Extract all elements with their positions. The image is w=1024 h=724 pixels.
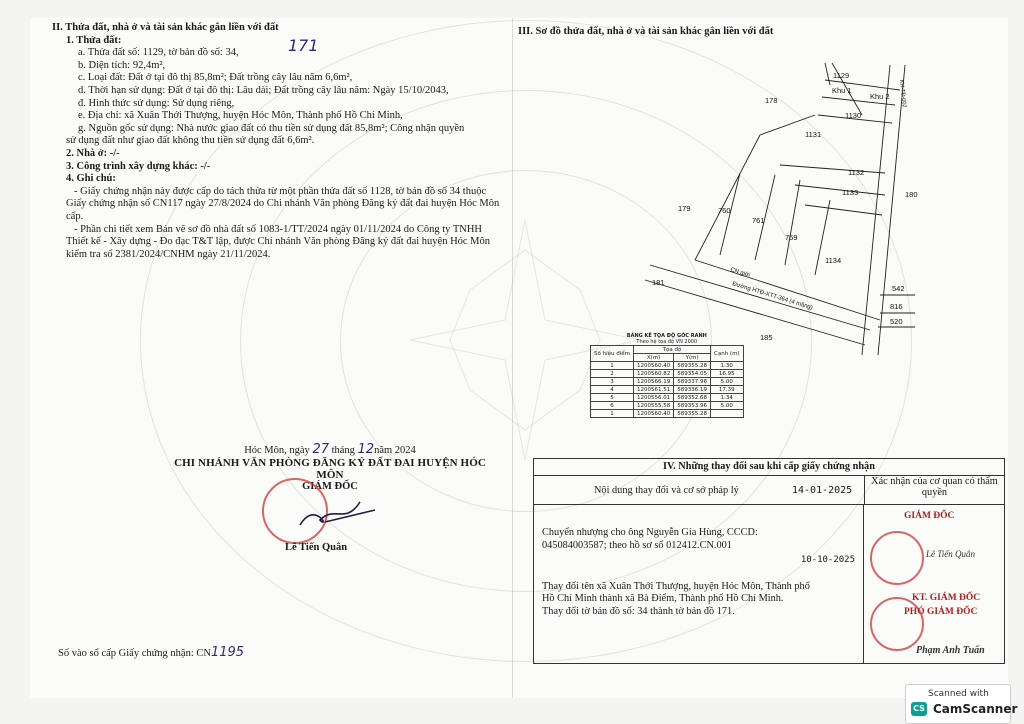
road-label: Đường HTĐ-XTT-364 (4 măng) [731,281,814,312]
zone-1: Khu 1 [832,86,852,95]
area-row: b. Diện tích: 92,4m², [78,59,166,71]
entry2-line1: Thay đổi tên xã Xuân Thới Thượng, huyện Hóc Môn, Thành phố [542,580,810,592]
stamp-director: GIÁM ĐỐC [904,511,955,521]
sub-heading-notes: 4. Ghi chú: [66,173,116,185]
cell: 589354.05 [674,370,711,378]
changes-col-content [534,476,865,504]
section-heading: II. Thửa đất, nhà ở và tài sản khác gắn liền với đất [52,22,279,33]
changes-table [533,458,1005,664]
table-row [591,386,744,394]
parcel-178: 178 [765,96,778,105]
register-hand: 1195 [210,645,245,660]
note-1: - Giấy chứng nhận này được cấp do tách thửa từ một phần thửa đất số 1128, tờ bản đồ số 34 thuộc Giấy chứng nhận số CN117 ngày 27/8/2024 do Chi nhánh Văn phòng Đăng ký đất đai huyện Hóc Môn cấp. [66,185,500,222]
parcel-542: 542 [892,284,905,293]
cell: 17.39 [711,386,744,394]
note-2: - Phần chi tiết xem Bản vẽ sơ đồ nhà đất số 1083-1/TT/2024 ngày 01/11/2024 do Công ty TNHH Thiết kế - Xây dựng - Đo đạc T&T lập, được Chi nhánh Văn phòng Đăng ký đất đai huyện Hóc Môn kiểm tra số 2381/2024/CNHM ngày 21/11/2024. [66,223,491,260]
changes-col-confirm: Xác nhận của cơ quan có thẩm quyền [871,476,998,498]
parcel-1131: 1131 [805,130,822,139]
parcel-180: 180 [905,190,918,199]
cell: 5.00 [711,402,744,410]
boundary-label: CN giới [729,267,751,279]
parcel-1134: 1134 [825,256,842,265]
cell: 589336.19 [674,386,711,394]
sub-heading-land: 1. Thửa đất: [66,34,122,46]
coord-header-point: Số hiệu điểm [591,346,634,362]
handwritten-map-sheet: 171 [288,36,319,55]
sub-heading-other: 3. Công trình xây dựng khác: -/- [66,160,211,172]
cell: 2 [591,370,634,378]
director-title: GIÁM ĐỐC [302,481,358,492]
cell: 16.95 [711,370,744,378]
changes-entries [534,505,864,664]
cell: 1.30 [711,362,744,370]
cell: 1.34 [711,394,744,402]
signer-1: Lê Tiến Quân [926,549,976,559]
cell: 1 [591,410,634,418]
red-seal-2 [870,597,924,651]
parcel-1130: 1130 [845,111,862,120]
parcel-759: 759 [785,233,798,242]
date-year: năm 2024 [374,445,416,456]
cell: 589355.28 [674,410,711,418]
date-prefix: Hóc Môn, ngày [244,445,310,456]
changes-confirmations [864,505,1004,664]
cell [711,410,744,418]
cell: 1 [591,362,634,370]
parcel-816: 816 [890,302,903,311]
coord-header-group: Tọa độ [634,346,711,354]
parcel-1132: 1132 [848,168,865,177]
table-row [591,410,744,418]
usage-form-row: đ. Hình thức sử dụng: Sử dụng riêng, [78,97,235,109]
coord-subcaption: Theo hệ tọa độ VN 2000 [636,339,698,345]
coord-header-edge: Cạnh (m) [711,346,744,362]
cell: 1200561.51 [634,386,674,394]
parcel-181: 181 [652,278,665,287]
table-row [591,378,744,386]
land-number-row [52,47,502,60]
cell: 5 [591,394,634,402]
entry2-line2: Hồ Chí Minh thành xã Bà Điểm, Thành phố Hồ Chí Minh. [542,593,784,604]
changes-body [534,505,1004,664]
entry1-line2: 045084003587; theo hồ sơ số 012412.CN.001 [542,539,732,551]
register-number [58,645,244,660]
changes-col1-label: Nội dung thay đổi và cơ sở pháp lý [594,485,739,496]
parcel-1133: 1133 [842,188,859,197]
signer-2: Phạm Anh Tuấn [916,645,985,656]
changes-date-2: 10-10-2025 [800,555,855,565]
map-sheet: , tờ bản đồ số: 34, [163,47,239,59]
land-plot-diagram [600,55,920,365]
changes-date-1: 14-01-2025 [792,485,853,496]
parcel-185: 185 [760,333,773,342]
cell: 589353.96 [674,402,711,410]
cell: 589337.96 [674,378,711,386]
entry1-line1: Chuyển nhượng cho ông Nguyễn Gia Hùng, CCCD: [542,527,758,538]
parcel-761: 761 [752,216,765,225]
signature-block [160,442,500,492]
coord-header-x: X(m) [634,354,674,362]
date-day: 27 [312,442,329,457]
coord-header-y: Y(m) [674,354,711,362]
cell: 1200560.40 [634,362,674,370]
parcel-179: 179 [678,204,691,213]
issuing-office: CHI NHÁNH VĂN PHÒNG ĐĂNG KÝ ĐẤT ĐAI HUYỆN HÓC MÔN [174,457,486,481]
signature-left [290,490,380,540]
cell: 1200560.40 [634,410,674,418]
term-row: d. Thời hạn sử dụng: Đất ở tại đô thị: Lâu dài; Đất trồng cây lâu năm: Ngày 15/10/2043, [78,84,449,96]
date-month: 12 [357,442,375,457]
red-seal-1 [870,531,924,585]
cell: 1200560.82 [634,370,674,378]
coordinate-table [590,333,744,418]
cell: 6 [591,402,634,410]
cell: 5.00 [711,378,744,386]
parcel-1129: 1129 [833,71,850,80]
table-row [591,402,744,410]
stamp-kt: KT. GIÁM ĐỐC [912,593,981,603]
camscanner-logo-icon: CS [911,702,927,716]
register-label: Số vào sổ cấp Giấy chứng nhận: CN [58,648,211,659]
fold-line [512,18,513,698]
changes-title: IV. Những thay đổi sau khi cấp giấy chứng nhận [534,459,1004,476]
cell: 1200555.58 [634,402,674,410]
cell: 589352.68 [674,394,711,402]
origin-row-cont: sử dụng đất như giao đất không thu tiền sử dụng đất 6,6m². [66,135,315,147]
date-month-label: tháng [331,445,355,456]
sub-heading-house: 2. Nhà ở: -/- [66,147,120,159]
cell: 589355.28 [674,362,711,370]
zone-2: Khu 2 [870,92,890,101]
side-road-label: KH-TĐ-002 [898,79,907,108]
diagram-heading: III. Sơ đồ thửa đất, nhà ở và tài sản khác gắn liền với đất [518,26,774,37]
table-row [591,362,744,370]
issue-date [160,442,500,457]
origin-row: g. Nguồn gốc sử dụng: Nhà nước giao đất có thu tiền sử dụng đất 85,8m²; Công nhận quyền [78,122,465,134]
address-row: e. Địa chỉ: xã Xuân Thới Thượng, huyện Hóc Môn, Thành phố Hồ Chí Minh, [78,110,403,122]
parcel-760: 760 [718,206,731,215]
camscanner-badge [905,684,1018,724]
cell: 1200556.01 [634,394,674,402]
table-row [591,370,744,378]
coord-caption: BẢNG KÊ TỌA ĐỘ GÓC RANH [626,333,707,339]
table-row [591,394,744,402]
parcel-520: 520 [890,317,903,326]
land-type-row: c. Loại đất: Đất ở tại đô thị 85,8m²; Đất trồng cây lâu năm 6,6m², [78,72,353,84]
cell: 3 [591,378,634,386]
land-info-section [52,22,502,261]
cell: 4 [591,386,634,394]
scanner-line2: CamScanner [933,702,1018,716]
changes-header [534,476,1004,505]
cell: 1200566.19 [634,378,674,386]
stamp-pgd: PHÓ GIÁM ĐỐC [904,607,978,617]
entry2-line3: Thay đổi tờ bản đồ số: 34 thành tờ bản đồ 171. [542,605,735,617]
scanner-line1: Scanned with [928,689,989,699]
land-number: a. Thửa đất số: 1129 [78,47,164,59]
signer-name: Lê Tiến Quân [285,542,348,553]
